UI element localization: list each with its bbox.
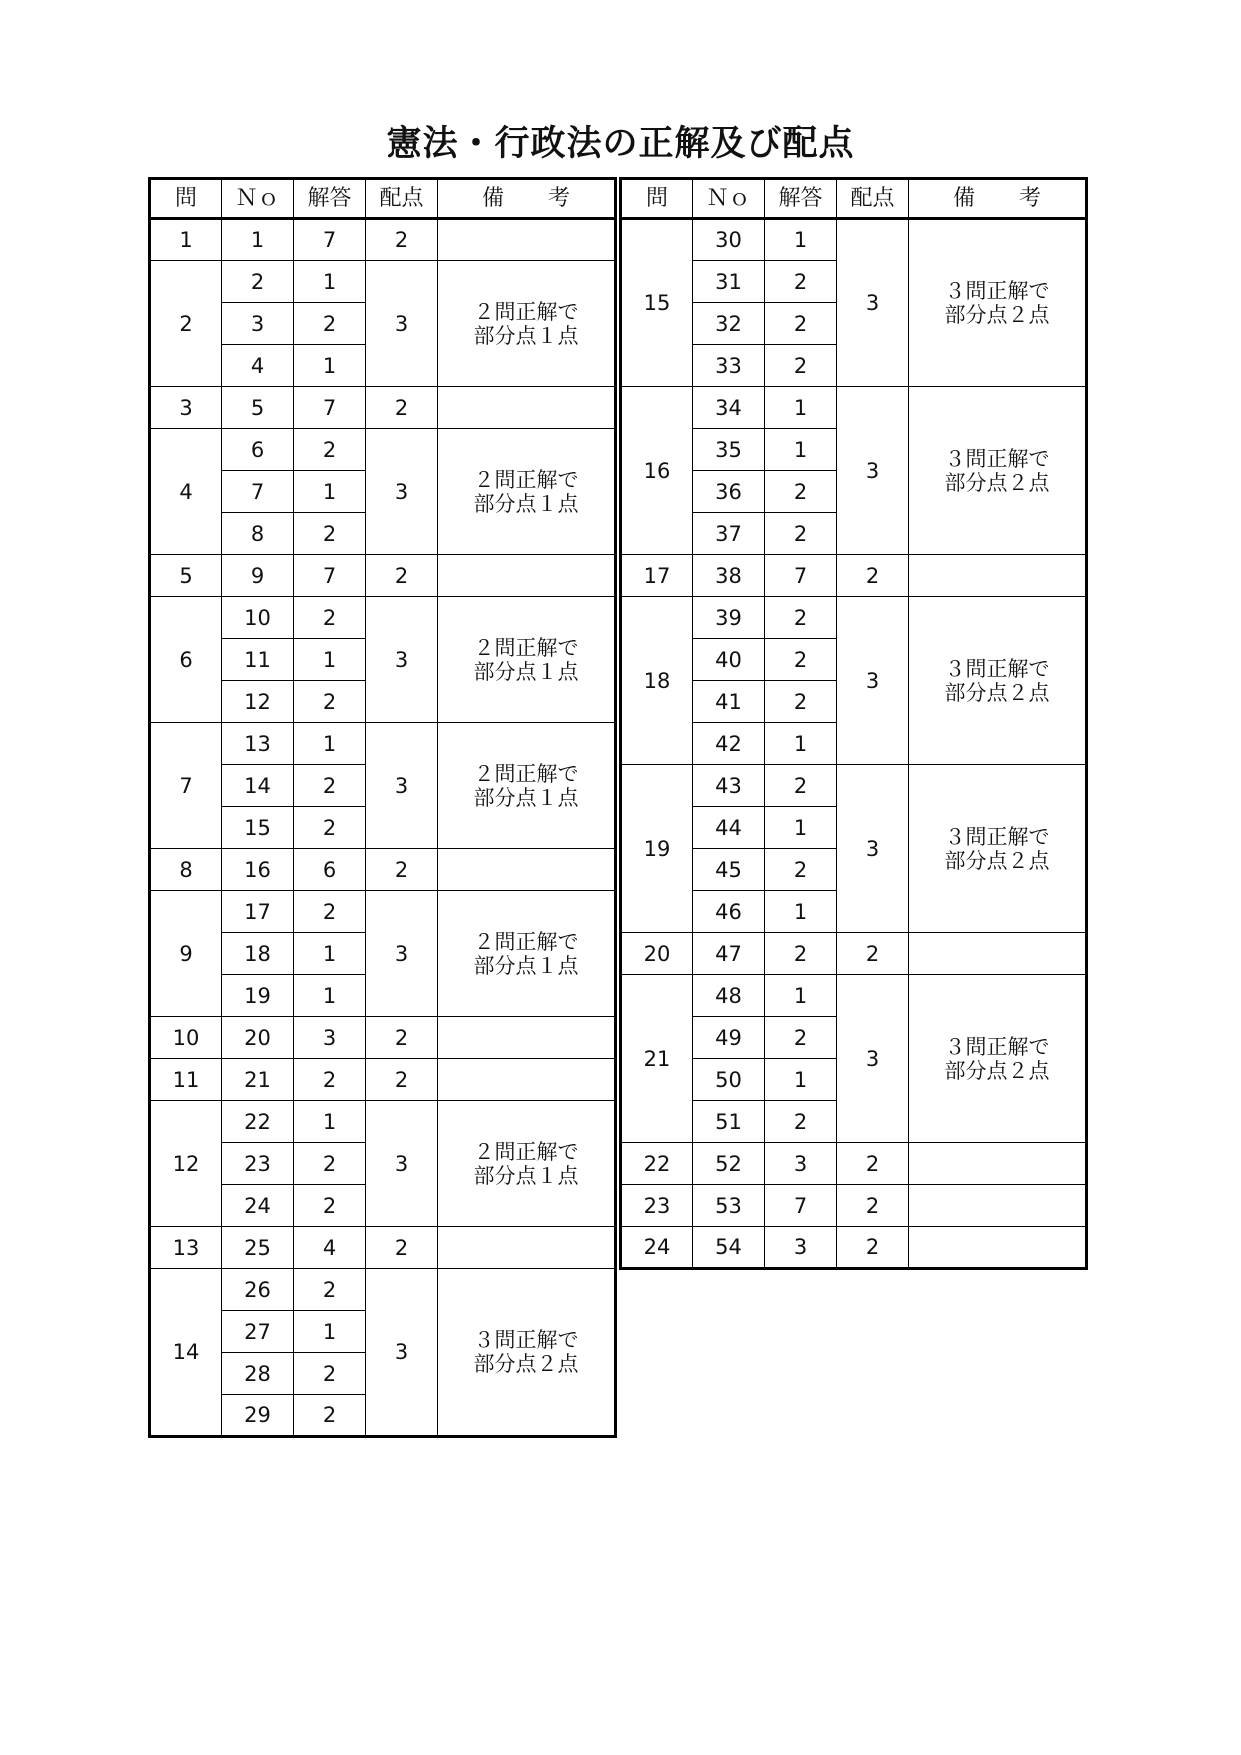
answer-cell: 2 [294, 765, 366, 807]
points-cell: 3 [366, 261, 438, 387]
item-number-cell: 35 [693, 429, 765, 471]
question-number-cell: 10 [150, 1017, 222, 1059]
answer-cell: 2 [765, 765, 837, 807]
table-row [150, 597, 616, 639]
page-title: 憲法・行政法の正解及び配点 [386, 124, 855, 164]
header-question: 問 [621, 179, 693, 219]
item-number-cell: 14 [222, 765, 294, 807]
item-number-cell: 52 [693, 1143, 765, 1185]
item-number-cell: 27 [222, 1311, 294, 1353]
item-number-cell: 38 [693, 555, 765, 597]
header-number: Ｎｏ [693, 179, 765, 219]
table-row [150, 1017, 616, 1059]
answer-cell: 2 [294, 597, 366, 639]
item-number-cell: 41 [693, 681, 765, 723]
question-number-cell: 4 [150, 429, 222, 555]
remarks-cell: ２問正解で 部分点１点 [438, 891, 616, 1017]
table-row [621, 765, 1087, 807]
points-cell: 3 [837, 597, 909, 765]
remarks-cell: ３問正解で 部分点２点 [438, 1269, 616, 1437]
item-number-cell: 26 [222, 1269, 294, 1311]
remarks-cell [909, 1185, 1087, 1227]
remarks-cell: ３問正解で 部分点２点 [909, 975, 1087, 1143]
answer-cell: 1 [294, 723, 366, 765]
item-number-cell: 3 [222, 303, 294, 345]
question-number-cell: 12 [150, 1101, 222, 1227]
answer-cell: 7 [294, 387, 366, 429]
table-row [621, 555, 1087, 597]
answer-cell: 4 [294, 1227, 366, 1269]
answer-cell: 1 [294, 975, 366, 1017]
table-row [150, 1227, 616, 1269]
remarks-cell: ２問正解で 部分点１点 [438, 1101, 616, 1227]
remarks-cell: ３問正解で 部分点２点 [909, 597, 1087, 765]
item-number-cell: 50 [693, 1059, 765, 1101]
remarks-cell: ２問正解で 部分点１点 [438, 597, 616, 723]
item-number-cell: 23 [222, 1143, 294, 1185]
question-number-cell: 5 [150, 555, 222, 597]
answer-table-right [619, 177, 1088, 1270]
item-number-cell: 31 [693, 261, 765, 303]
item-number-cell: 20 [222, 1017, 294, 1059]
question-number-cell: 20 [621, 933, 693, 975]
item-number-cell: 6 [222, 429, 294, 471]
item-number-cell: 8 [222, 513, 294, 555]
answer-cell: 2 [294, 513, 366, 555]
table-row [621, 387, 1087, 429]
answer-cell: 2 [765, 345, 837, 387]
table-row [150, 891, 616, 933]
header-remarks: 備 考 [909, 179, 1087, 219]
item-number-cell: 29 [222, 1395, 294, 1437]
points-cell: 3 [837, 219, 909, 387]
points-cell: 2 [366, 387, 438, 429]
answer-cell: 7 [294, 555, 366, 597]
remarks-cell [909, 555, 1087, 597]
answer-cell: 1 [765, 219, 837, 261]
answer-cell: 6 [294, 849, 366, 891]
item-number-cell: 49 [693, 1017, 765, 1059]
points-cell: 3 [837, 975, 909, 1143]
item-number-cell: 51 [693, 1101, 765, 1143]
points-cell: 2 [366, 1227, 438, 1269]
question-number-cell: 18 [621, 597, 693, 765]
points-cell: 3 [366, 597, 438, 723]
points-cell: 3 [366, 891, 438, 1017]
remarks-cell [909, 933, 1087, 975]
answer-cell: 1 [765, 807, 837, 849]
answer-cell: 2 [294, 891, 366, 933]
header-question: 問 [150, 179, 222, 219]
item-number-cell: 22 [222, 1101, 294, 1143]
answer-cell: 2 [765, 849, 837, 891]
table-row [150, 1059, 616, 1101]
question-number-cell: 13 [150, 1227, 222, 1269]
answer-cell: 2 [765, 681, 837, 723]
item-number-cell: 2 [222, 261, 294, 303]
remarks-cell: ３問正解で 部分点２点 [909, 219, 1087, 387]
points-cell: 2 [837, 555, 909, 597]
answer-cell: 3 [765, 1143, 837, 1185]
answer-cell: 7 [765, 1185, 837, 1227]
item-number-cell: 36 [693, 471, 765, 513]
item-number-cell: 39 [693, 597, 765, 639]
table-row [621, 933, 1087, 975]
table-row [150, 219, 616, 261]
answer-cell: 1 [294, 1101, 366, 1143]
answer-cell: 2 [294, 681, 366, 723]
header-row [621, 179, 1087, 219]
header-row [150, 179, 616, 219]
question-number-cell: 2 [150, 261, 222, 387]
item-number-cell: 42 [693, 723, 765, 765]
answer-table-left [148, 177, 617, 1438]
answer-cell: 1 [294, 261, 366, 303]
table-row [150, 429, 616, 471]
answer-cell: 1 [765, 891, 837, 933]
question-number-cell: 7 [150, 723, 222, 849]
answer-cell: 2 [765, 1017, 837, 1059]
item-number-cell: 43 [693, 765, 765, 807]
answer-cell: 2 [294, 429, 366, 471]
points-cell: 2 [366, 1059, 438, 1101]
answer-cell: 2 [765, 933, 837, 975]
header-remarks: 備 考 [438, 179, 616, 219]
question-number-cell: 22 [621, 1143, 693, 1185]
table-row [150, 555, 616, 597]
item-number-cell: 10 [222, 597, 294, 639]
points-cell: 2 [837, 1143, 909, 1185]
answer-cell: 2 [294, 1353, 366, 1395]
points-cell: 2 [366, 849, 438, 891]
answer-cell: 2 [765, 261, 837, 303]
remarks-cell [909, 1143, 1087, 1185]
question-number-cell: 11 [150, 1059, 222, 1101]
points-cell: 3 [837, 765, 909, 933]
remarks-cell: ３問正解で 部分点２点 [909, 387, 1087, 555]
question-number-cell: 9 [150, 891, 222, 1017]
remarks-cell: ２問正解で 部分点１点 [438, 723, 616, 849]
header-points: 配点 [366, 179, 438, 219]
table-row [150, 387, 616, 429]
answer-cell: 7 [294, 219, 366, 261]
answer-cell: 1 [765, 429, 837, 471]
answer-cell: 7 [765, 555, 837, 597]
points-cell: 2 [366, 219, 438, 261]
header-number: Ｎｏ [222, 179, 294, 219]
question-number-cell: 14 [150, 1269, 222, 1437]
points-cell: 2 [837, 1185, 909, 1227]
table-row [621, 1227, 1087, 1269]
item-number-cell: 32 [693, 303, 765, 345]
item-number-cell: 44 [693, 807, 765, 849]
item-number-cell: 16 [222, 849, 294, 891]
points-cell: 2 [837, 933, 909, 975]
item-number-cell: 47 [693, 933, 765, 975]
item-number-cell: 30 [693, 219, 765, 261]
item-number-cell: 54 [693, 1227, 765, 1269]
table-row [150, 723, 616, 765]
item-number-cell: 18 [222, 933, 294, 975]
question-number-cell: 6 [150, 597, 222, 723]
points-cell: 3 [366, 429, 438, 555]
answer-cell: 1 [294, 471, 366, 513]
question-number-cell: 16 [621, 387, 693, 555]
answer-cell: 2 [765, 597, 837, 639]
item-number-cell: 34 [693, 387, 765, 429]
answer-cell: 3 [765, 1227, 837, 1269]
question-number-cell: 1 [150, 219, 222, 261]
answer-cell: 2 [765, 303, 837, 345]
points-cell: 2 [837, 1227, 909, 1269]
answer-cell: 2 [294, 1269, 366, 1311]
answer-cell: 1 [294, 345, 366, 387]
item-number-cell: 24 [222, 1185, 294, 1227]
remarks-cell [438, 1227, 616, 1269]
answer-cell: 2 [294, 807, 366, 849]
header-answer: 解答 [765, 179, 837, 219]
item-number-cell: 28 [222, 1353, 294, 1395]
remarks-cell: ３問正解で 部分点２点 [909, 765, 1087, 933]
item-number-cell: 13 [222, 723, 294, 765]
remarks-cell [438, 1017, 616, 1059]
points-cell: 2 [366, 1017, 438, 1059]
table-row [150, 1269, 616, 1311]
answer-cell: 2 [765, 513, 837, 555]
answer-cell: 2 [765, 1101, 837, 1143]
question-number-cell: 24 [621, 1227, 693, 1269]
table-row [150, 261, 616, 303]
answer-cell: 1 [765, 1059, 837, 1101]
item-number-cell: 4 [222, 345, 294, 387]
table-row [150, 849, 616, 891]
item-number-cell: 12 [222, 681, 294, 723]
answer-cell: 3 [294, 1017, 366, 1059]
answer-cell: 1 [765, 723, 837, 765]
table-row [621, 219, 1087, 261]
item-number-cell: 19 [222, 975, 294, 1017]
points-cell: 3 [366, 723, 438, 849]
points-cell: 3 [366, 1269, 438, 1437]
answer-cell: 2 [765, 639, 837, 681]
points-cell: 3 [366, 1101, 438, 1227]
table-row [621, 1185, 1087, 1227]
item-number-cell: 37 [693, 513, 765, 555]
table-row [621, 975, 1087, 1017]
answer-cell: 2 [294, 1059, 366, 1101]
remarks-cell [438, 555, 616, 597]
item-number-cell: 45 [693, 849, 765, 891]
remarks-cell [438, 849, 616, 891]
answer-cell: 2 [294, 303, 366, 345]
table-row [621, 597, 1087, 639]
item-number-cell: 17 [222, 891, 294, 933]
item-number-cell: 7 [222, 471, 294, 513]
remarks-cell [438, 219, 616, 261]
answer-cell: 1 [765, 975, 837, 1017]
answer-cell: 2 [294, 1395, 366, 1437]
question-number-cell: 3 [150, 387, 222, 429]
remarks-cell: ２問正解で 部分点１点 [438, 261, 616, 387]
item-number-cell: 11 [222, 639, 294, 681]
table-row [150, 1101, 616, 1143]
question-number-cell: 8 [150, 849, 222, 891]
answer-cell: 1 [765, 387, 837, 429]
item-number-cell: 21 [222, 1059, 294, 1101]
item-number-cell: 33 [693, 345, 765, 387]
answer-cell: 2 [765, 471, 837, 513]
question-number-cell: 19 [621, 765, 693, 933]
question-number-cell: 17 [621, 555, 693, 597]
remarks-cell: ２問正解で 部分点１点 [438, 429, 616, 555]
question-number-cell: 21 [621, 975, 693, 1143]
item-number-cell: 15 [222, 807, 294, 849]
question-number-cell: 15 [621, 219, 693, 387]
item-number-cell: 53 [693, 1185, 765, 1227]
points-cell: 2 [366, 555, 438, 597]
table-row [621, 1143, 1087, 1185]
question-number-cell: 23 [621, 1185, 693, 1227]
header-answer: 解答 [294, 179, 366, 219]
remarks-cell [438, 1059, 616, 1101]
answer-cell: 2 [294, 1185, 366, 1227]
item-number-cell: 25 [222, 1227, 294, 1269]
answer-cell: 1 [294, 639, 366, 681]
answer-cell: 1 [294, 933, 366, 975]
header-points: 配点 [837, 179, 909, 219]
remarks-cell [438, 387, 616, 429]
answer-cell: 2 [294, 1143, 366, 1185]
answer-cell: 1 [294, 1311, 366, 1353]
remarks-cell [909, 1227, 1087, 1269]
points-cell: 3 [837, 387, 909, 555]
item-number-cell: 46 [693, 891, 765, 933]
item-number-cell: 48 [693, 975, 765, 1017]
item-number-cell: 9 [222, 555, 294, 597]
item-number-cell: 40 [693, 639, 765, 681]
item-number-cell: 5 [222, 387, 294, 429]
item-number-cell: 1 [222, 219, 294, 261]
